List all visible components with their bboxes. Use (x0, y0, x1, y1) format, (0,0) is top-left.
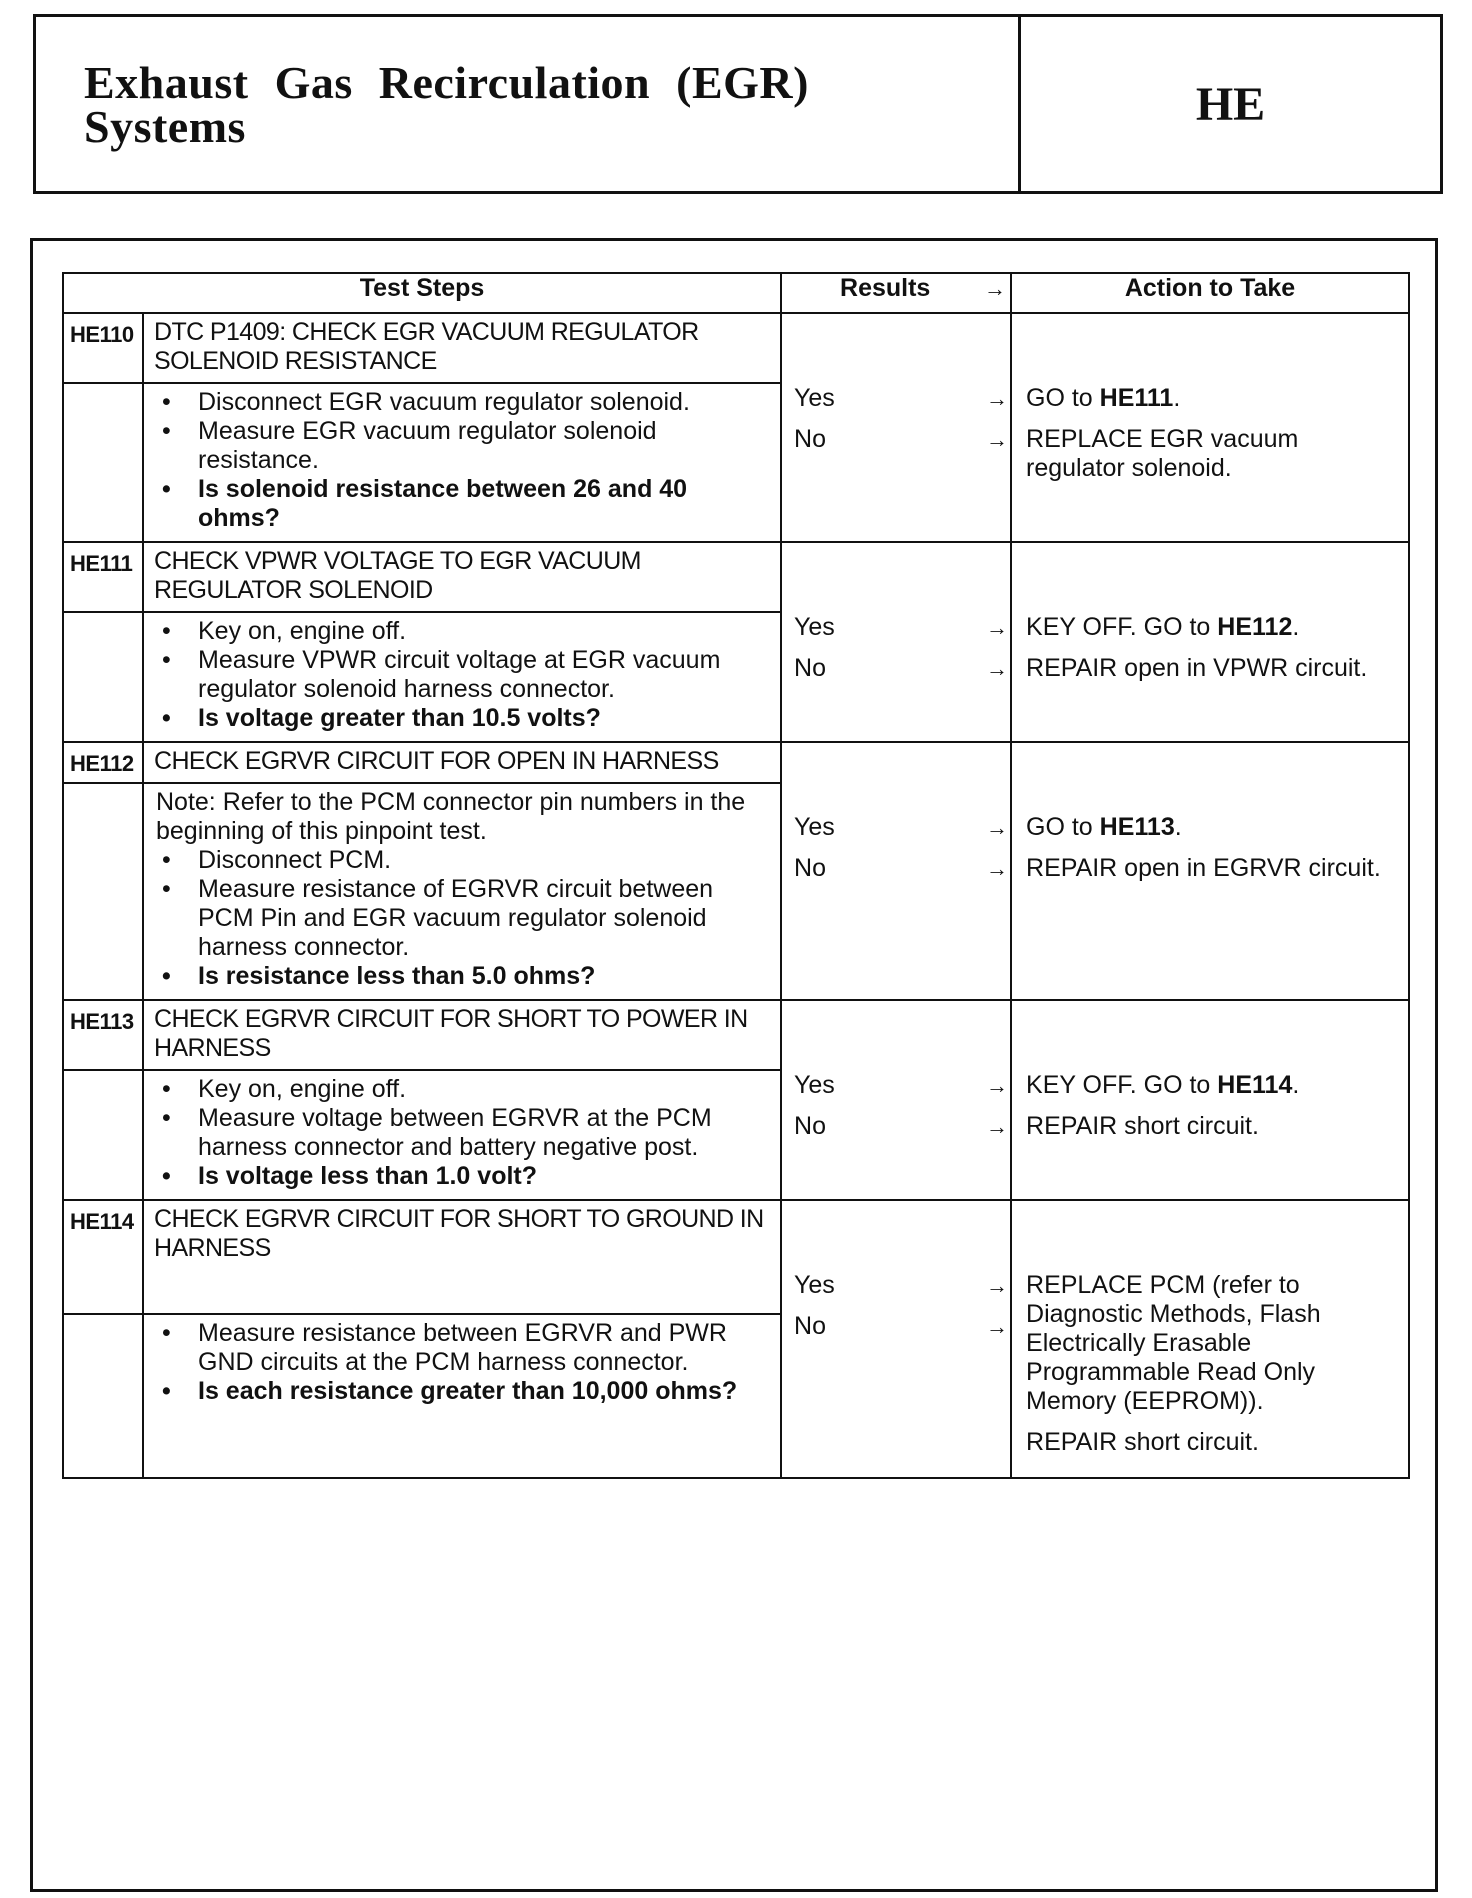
action-no: REPLACE EGR vacuum regulator solenoid. (1026, 425, 1299, 482)
arrow-right-icon: → (984, 276, 1007, 301)
result-yes-label: Yes (794, 1271, 835, 1299)
step-id: HE111 (63, 542, 143, 612)
action-yes-ref: HE112 (1217, 613, 1293, 641)
action-yes-text: KEY OFF. GO to (1026, 1071, 1218, 1099)
step-id-blank (63, 612, 143, 742)
step-results (781, 1000, 1011, 1200)
action-yes (1026, 1271, 1400, 1416)
step-results (781, 313, 1011, 542)
table-header-row (63, 273, 1409, 313)
action-no: REPAIR short circuit. (1026, 1428, 1259, 1456)
step-bullet: • Measure voltage between EGRVR at the PCM harness connector and battery negative post. (156, 1104, 772, 1162)
arrow-right-icon: → (986, 615, 1009, 640)
step-id: HE113 (63, 1000, 143, 1070)
result-yes-label: Yes (794, 613, 835, 641)
test-steps-header: Test Steps (63, 273, 781, 313)
results-header (781, 273, 1011, 313)
arrow-right-icon: → (986, 427, 1009, 452)
step-id-blank (63, 783, 143, 1000)
step-question: • Is resistance less than 5.0 ohms? (156, 962, 772, 991)
action-yes (1026, 813, 1400, 842)
arrow-right-icon: → (986, 656, 1009, 681)
page-title-line1: Exhaust Gas Recirculation (EGR) (84, 57, 809, 108)
step-bullet: • Measure resistance of EGRVR circuit between PCM Pin and EGR vacuum regulator solenoid harness connector. (156, 875, 772, 962)
step-note: Note: Refer to the PCM connector pin numbers in the beginning of this pinpoint test. (156, 788, 746, 845)
table-row (63, 1200, 1409, 1314)
result-no (782, 854, 1010, 883)
action-yes-end: . (1292, 1071, 1300, 1099)
step-title: DTC P1409: CHECK EGR VACUUM REGULATOR SOLENOID RESISTANCE (143, 313, 781, 383)
step-results (781, 542, 1011, 742)
step-bullet: • Measure EGR vacuum regulator solenoid resistance. (156, 417, 772, 475)
test-steps-table (62, 272, 1410, 1479)
step-id-blank (63, 1070, 143, 1200)
step-results (781, 1200, 1011, 1478)
action-no: REPAIR short circuit. (1026, 1112, 1259, 1140)
step-bullet: • Key on, engine off. (156, 617, 772, 646)
action-yes-ref: HE114 (1217, 1071, 1293, 1099)
results-list (782, 1201, 1010, 1341)
step-actions (1011, 313, 1409, 542)
step-question: • Is voltage greater than 10.5 volts? (156, 704, 772, 733)
step-question: • Is voltage less than 1.0 volt? (156, 1162, 772, 1191)
arrow-right-icon: → (986, 856, 1009, 881)
page-header (33, 14, 1443, 194)
result-no (782, 1112, 1010, 1141)
step-title: CHECK EGRVR CIRCUIT FOR SHORT TO GROUND IN HARNESS (143, 1200, 781, 1314)
step-bullet: • Measure VPWR circuit voltage at EGR vacuum regulator solenoid harness connector. (156, 646, 772, 704)
action-yes-text: REPLACE PCM (refer to Diagnostic Methods, Flash Electrically Erasable Programmable Read Only Memory (EEPROM)). (1026, 1271, 1321, 1415)
action-yes (1026, 384, 1400, 413)
arrow-right-icon: → (986, 386, 1009, 411)
actions-list (1012, 743, 1408, 903)
step-details (143, 383, 781, 542)
arrow-right-icon: → (986, 1273, 1009, 1298)
step-bullets (156, 846, 772, 991)
result-yes (782, 813, 1010, 842)
action-yes (1026, 613, 1400, 642)
table-row (63, 313, 1409, 383)
step-bullet: • Key on, engine off. (156, 1075, 772, 1104)
results-list (782, 1001, 1010, 1141)
step-actions (1011, 542, 1409, 742)
step-id: HE112 (63, 742, 143, 783)
result-no-label: No (794, 1112, 826, 1140)
result-no-label: No (794, 1312, 826, 1340)
step-actions (1011, 742, 1409, 1000)
action-header: Action to Take (1011, 273, 1409, 313)
table-row (63, 542, 1409, 612)
arrow-right-icon: → (986, 815, 1009, 840)
result-no (782, 425, 1010, 454)
step-bullet: • Measure resistance between EGRVR and PWR GND circuits at the PCM harness connector. (156, 1319, 772, 1377)
action-no: REPAIR open in VPWR circuit. (1026, 654, 1368, 682)
results-list (782, 743, 1010, 883)
table-row (63, 742, 1409, 783)
action-yes-end: . (1174, 813, 1182, 841)
step-details (143, 1070, 781, 1200)
action-no: REPAIR open in EGRVR circuit. (1026, 854, 1381, 882)
actions-list (1012, 314, 1408, 503)
step-id-blank (63, 1314, 143, 1478)
arrow-right-icon: → (986, 1314, 1009, 1339)
action-yes (1026, 1071, 1400, 1100)
result-yes-label: Yes (794, 384, 835, 412)
result-yes-label: Yes (794, 1071, 835, 1099)
step-results (781, 742, 1011, 1000)
step-bullets (156, 1319, 772, 1406)
section-code: HE (1195, 77, 1266, 131)
step-title: CHECK VPWR VOLTAGE TO EGR VACUUM REGULATOR SOLENOID (143, 542, 781, 612)
step-id: HE110 (63, 313, 143, 383)
arrow-right-icon: → (986, 1114, 1009, 1139)
step-bullet: • Disconnect EGR vacuum regulator solenoid. (156, 388, 772, 417)
step-details (143, 612, 781, 742)
step-bullet: • Disconnect PCM. (156, 846, 772, 875)
step-title: CHECK EGRVR CIRCUIT FOR SHORT TO POWER IN HARNESS (143, 1000, 781, 1070)
actions-list (1012, 543, 1408, 703)
step-bullets (156, 1075, 772, 1191)
step-id-blank (63, 383, 143, 542)
page-title-line2: Systems (84, 101, 246, 152)
result-no (782, 654, 1010, 683)
step-actions (1011, 1200, 1409, 1478)
result-yes-label: Yes (794, 813, 835, 841)
result-no-label: No (794, 654, 826, 682)
actions-list (1012, 1001, 1408, 1161)
action-yes-end: . (1173, 384, 1181, 412)
step-actions (1011, 1000, 1409, 1200)
action-yes-end: . (1292, 613, 1300, 641)
results-header-label: Results (840, 274, 931, 302)
step-id: HE114 (63, 1200, 143, 1314)
result-yes (782, 613, 1010, 642)
step-title: CHECK EGRVR CIRCUIT FOR OPEN IN HARNESS (143, 742, 781, 783)
test-steps-body (63, 313, 1409, 1478)
result-no-label: No (794, 854, 826, 882)
result-yes (782, 1071, 1010, 1100)
result-yes (782, 384, 1010, 413)
action-yes-ref: HE113 (1099, 813, 1175, 841)
step-bullets (156, 617, 772, 733)
action-yes-text: GO to (1026, 384, 1100, 412)
result-no (782, 1312, 1010, 1341)
step-details (143, 1314, 781, 1478)
page-title (36, 17, 1021, 191)
action-yes-ref: HE111 (1099, 384, 1174, 412)
result-yes (782, 1271, 1010, 1300)
arrow-right-icon: → (986, 1073, 1009, 1098)
action-yes-text: GO to (1026, 813, 1100, 841)
step-question: • Is each resistance greater than 10,000 ohms? (156, 1377, 772, 1406)
results-list (782, 314, 1010, 454)
result-no-label: No (794, 425, 826, 453)
step-question: • Is solenoid resistance between 26 and 40 ohms? (156, 475, 772, 533)
step-bullets (156, 388, 772, 533)
actions-list (1012, 1201, 1408, 1477)
action-yes-text: KEY OFF. GO to (1026, 613, 1218, 641)
table-row (63, 1000, 1409, 1070)
results-list (782, 543, 1010, 683)
step-details (143, 783, 781, 1000)
